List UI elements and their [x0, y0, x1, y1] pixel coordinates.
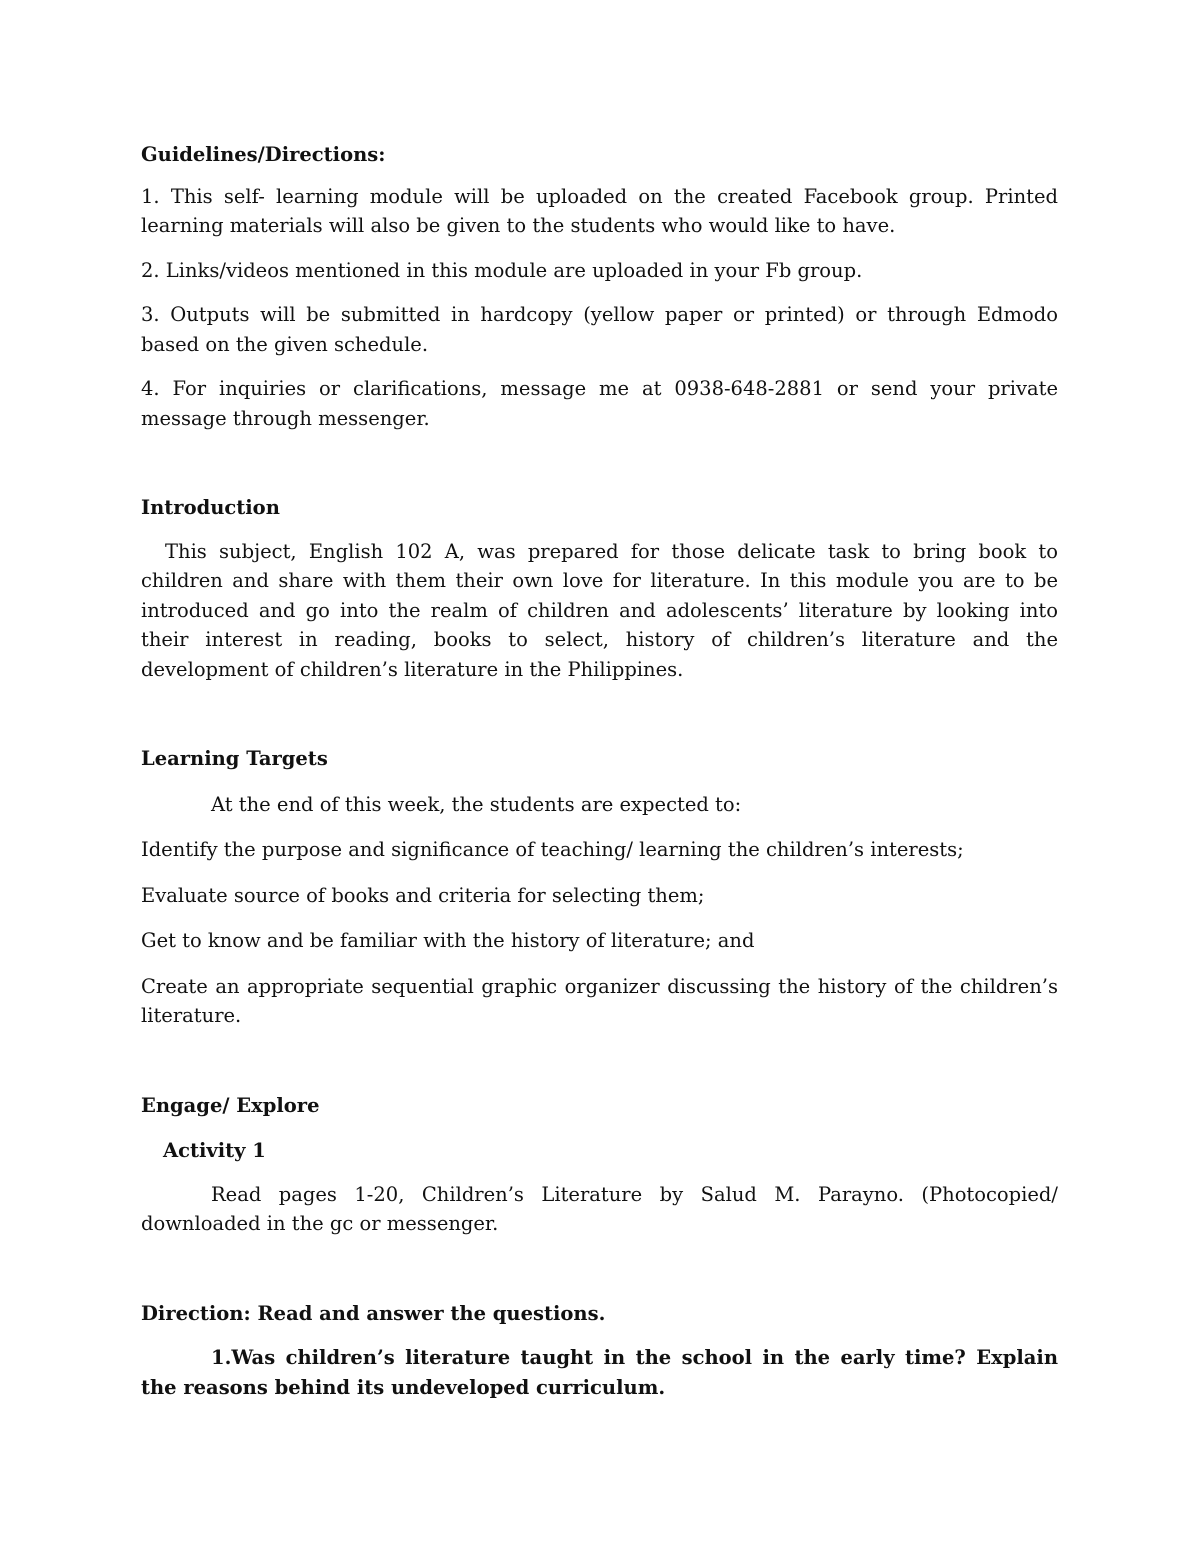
learning-target-item-3: Get to know and be familiar with the history of literature; and — [141, 929, 755, 952]
guidelines-heading: Guidelines/Directions: — [141, 143, 386, 166]
guideline-item-1: 1. This self- learning module will be uploaded on the created Facebook group. Printed learning materials will also be given to the students who would like to have. — [141, 184, 1058, 237]
question-1: 1.Was children’s literature taught in the school in the early time? Explain the reasons behind its undeveloped curriculum. — [141, 1346, 1058, 1399]
introduction-paragraph: This subject, English 102 A, was prepared for those delicate task to bring book to children and share with them their own love for literature. In this module you are to be introduced and go into the realm of children and adolescents’ literature by looking into their interest in reading, books to select, history of children’s literature and the development of children’s literature in the Philippines. — [141, 539, 1058, 681]
engage-explore-heading: Engage/ Explore — [141, 1093, 320, 1117]
document-page — [141, 140, 1058, 1402]
guideline-item-4: 4. For inquiries or clarifications, message me at 0938-648-2881 or send your private message through messenger. — [141, 377, 1058, 430]
learning-target-item-1: Identify the purpose and significance of teaching/ learning the children’s interests; — [141, 838, 964, 861]
direction-heading: Direction: Read and answer the questions. — [141, 1301, 606, 1325]
guideline-item-2: 2. Links/videos mentioned in this module are uploaded in your Fb group. — [141, 258, 863, 282]
learning-targets-lead: At the end of this week, the students are expected to: — [211, 792, 742, 816]
learning-target-item-4: Create an appropriate sequential graphic organizer discussing the history of the children’s literature. — [141, 974, 1058, 1027]
guideline-item-3: 3. Outputs will be submitted in hardcopy (yellow paper or printed) or through Edmodo based on the given schedule. — [141, 303, 1058, 356]
learning-target-item-2: Evaluate source of books and criteria for selecting them; — [141, 883, 705, 907]
activity-heading: Activity 1 — [163, 1139, 266, 1162]
learning-targets-heading: Learning Targets — [141, 747, 328, 770]
introduction-heading: Introduction — [141, 496, 280, 519]
activity-paragraph: Read pages 1-20, Children’s Literature by Salud M. Parayno. (Photocopied/ downloaded in the gc or messenger. — [141, 1182, 1058, 1235]
